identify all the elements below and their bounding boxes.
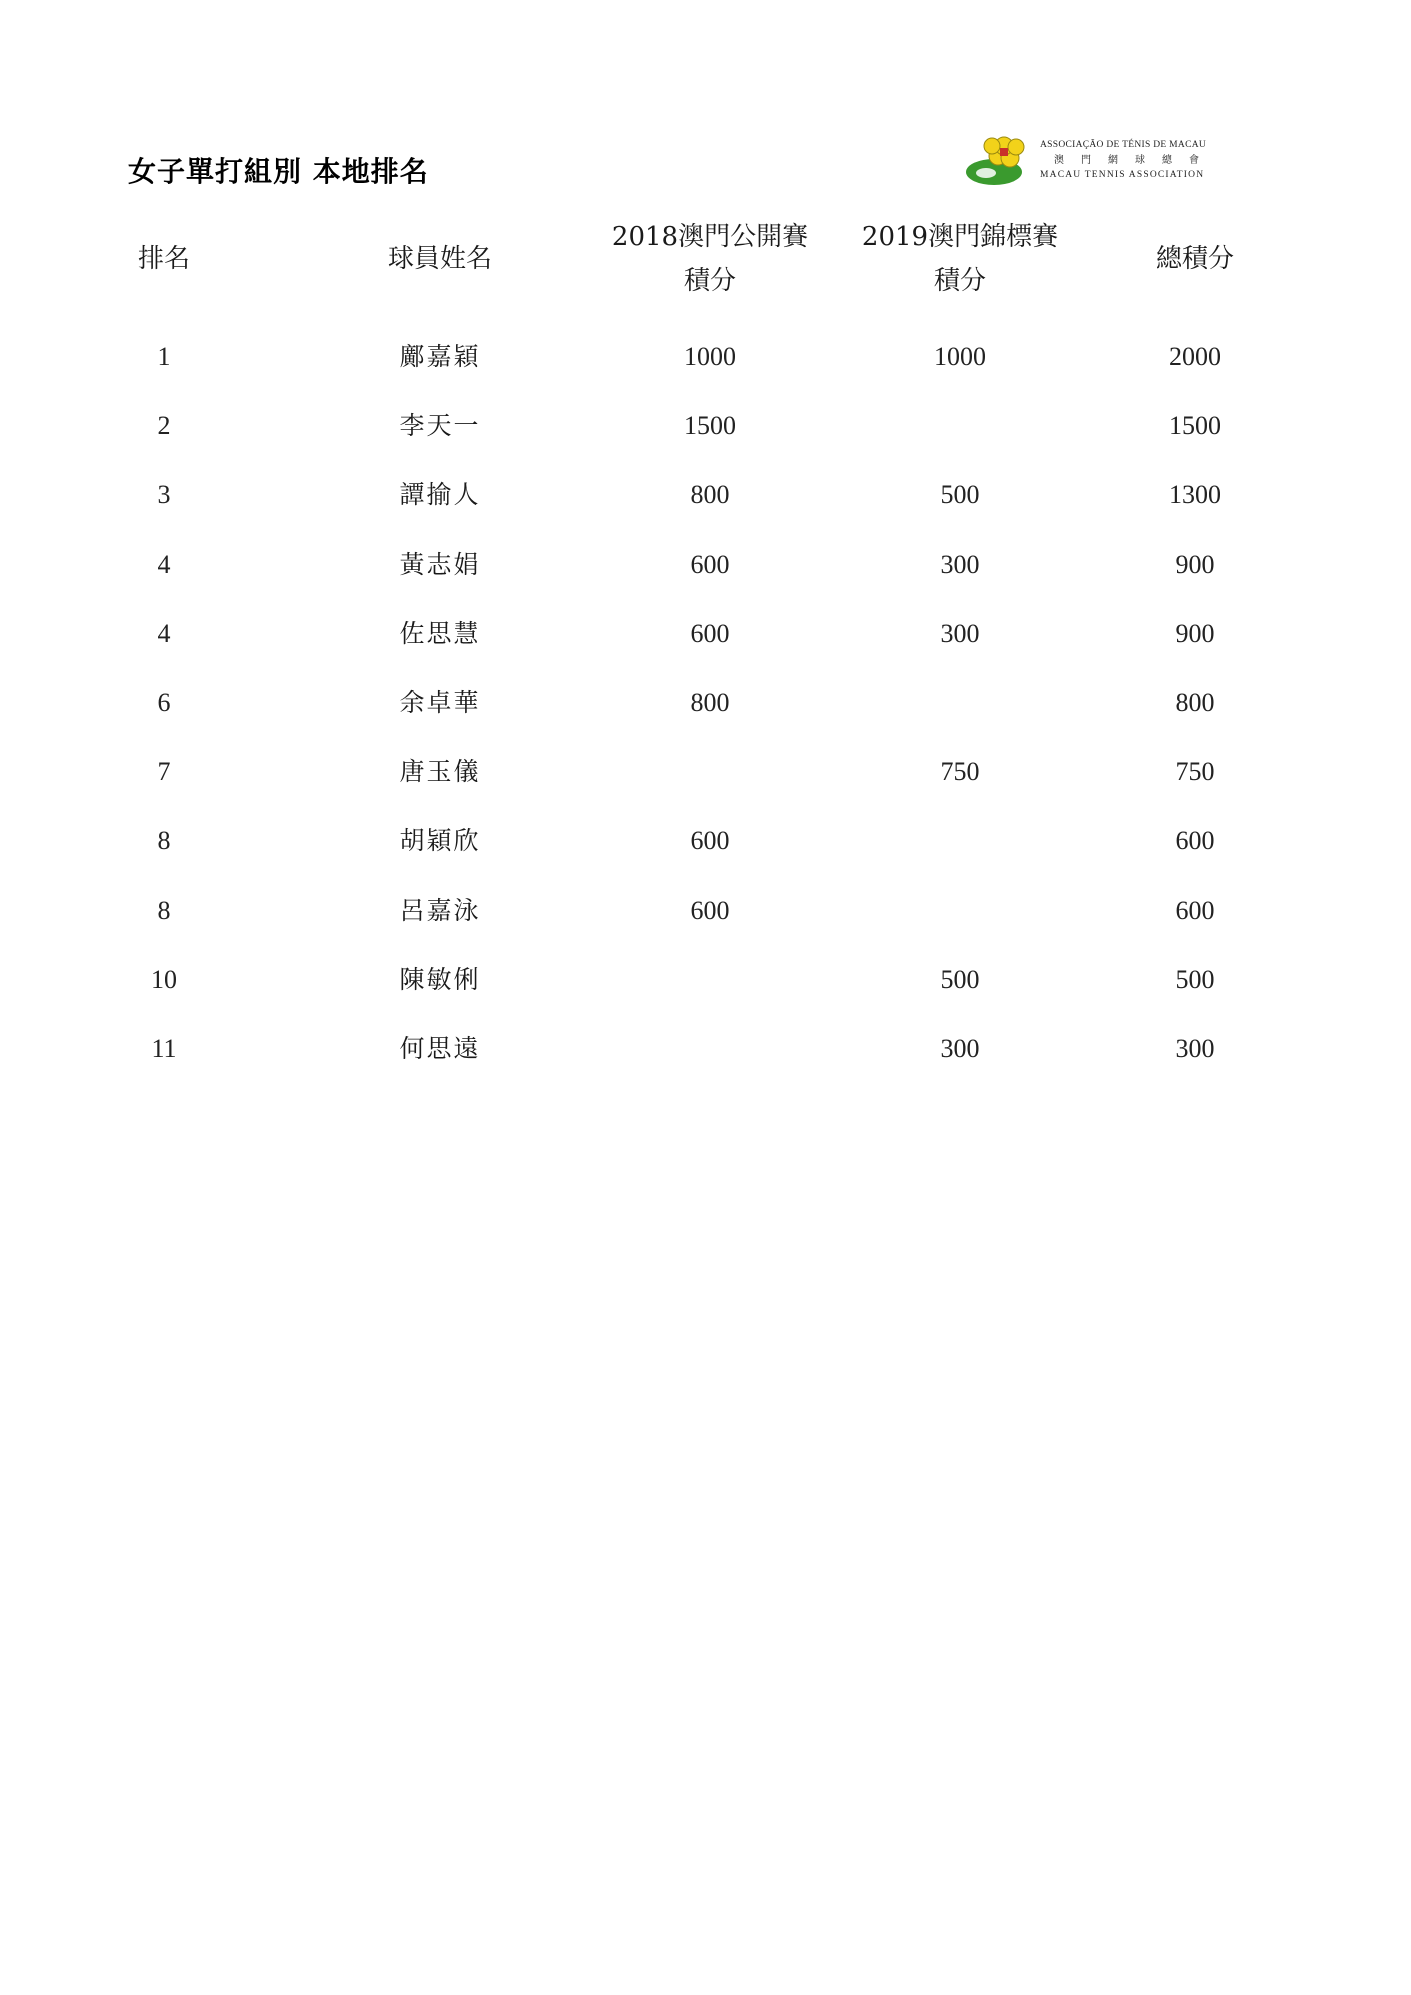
rank-cell: 1 [157, 342, 171, 371]
player-name-cell: 呂嘉泳 [399, 895, 481, 925]
open-points-cell: 800 [690, 688, 730, 717]
logo-text-portuguese: ASSOCIAÇÃO DE TÉNIS DE MACAU [1040, 140, 1207, 150]
total-points-cell: 1500 [1169, 411, 1221, 441]
table-row [100, 545, 1260, 614]
table-row [100, 821, 1260, 890]
champ-points-cell: 500 [940, 480, 980, 510]
champ-points-cell: 500 [940, 964, 980, 994]
player-name-cell: 唐玉儀 [399, 757, 481, 787]
rank-cell: 8 [157, 895, 171, 925]
player-name-cell: 鄺嘉穎 [399, 342, 481, 371]
player-name-cell: 黃志娟 [399, 549, 481, 579]
header-champ-points: 積分 [933, 266, 986, 296]
rank-cell: 6 [157, 688, 171, 717]
open-points-cell: 1000 [684, 342, 736, 371]
player-name-cell: 何思遠 [399, 1034, 481, 1063]
player-name-cell: 李天一 [399, 411, 481, 441]
table-row [100, 406, 1260, 475]
player-name-cell: 余卓華 [399, 688, 481, 717]
open-points-cell: 800 [690, 480, 730, 510]
header-open-points: 積分 [683, 266, 736, 296]
player-name-cell: 陳敏俐 [399, 964, 481, 994]
header-champ [855, 215, 1065, 303]
open-points-cell: 600 [690, 895, 730, 925]
page-title: 女子單打組別 本地排名 [128, 155, 429, 188]
rank-cell: 10 [151, 964, 177, 994]
champ-points-cell: 300 [940, 549, 980, 579]
header-open-title: 2018澳門公開賽 [611, 222, 809, 252]
champ-points-cell: 1000 [934, 342, 986, 371]
header-name: 球員姓名 [387, 244, 492, 274]
total-points-cell: 800 [1175, 688, 1215, 717]
rank-cell: 11 [151, 1034, 177, 1063]
total-points-cell: 500 [1175, 964, 1215, 994]
total-points-cell: 2000 [1169, 342, 1221, 371]
table-row [100, 683, 1260, 752]
logo-text-english: MACAU TENNIS ASSOCIATION [1040, 170, 1205, 180]
rank-cell: 8 [157, 826, 171, 856]
total-points-cell: 900 [1175, 618, 1215, 648]
champ-points-cell: 300 [940, 618, 980, 648]
table-row [100, 614, 1260, 683]
table-row [100, 752, 1260, 821]
table-row [100, 960, 1260, 1029]
total-points-cell: 1300 [1169, 480, 1221, 510]
association-logo [964, 134, 1228, 188]
open-points-cell: 1500 [684, 411, 736, 441]
open-points-cell: 600 [690, 549, 730, 579]
rank-cell: 7 [157, 757, 171, 787]
logo-text-chinese: 澳門網球總會 [1054, 155, 1216, 166]
champ-points-cell: 300 [940, 1034, 980, 1063]
table-row [100, 475, 1260, 544]
header-champ-title: 2019澳門錦標賽 [861, 222, 1059, 252]
header-open [605, 215, 815, 303]
player-name-cell: 佐思慧 [399, 618, 481, 648]
header-total: 總積分 [1155, 244, 1234, 274]
table-row [100, 891, 1260, 960]
header-rank: 排名 [137, 244, 190, 274]
rank-cell: 4 [157, 618, 171, 648]
total-points-cell: 750 [1175, 757, 1215, 787]
total-points-cell: 600 [1175, 826, 1215, 856]
total-points-cell: 300 [1175, 1034, 1215, 1063]
tennis-ball-logo-icon [964, 134, 1036, 188]
rank-cell: 3 [157, 480, 171, 510]
total-points-cell: 600 [1175, 895, 1215, 925]
table-row [100, 337, 1260, 406]
table-row [100, 1029, 1260, 1098]
rank-cell: 2 [157, 411, 171, 441]
player-name-cell: 譚揄人 [399, 480, 481, 510]
player-name-cell: 胡穎欣 [399, 826, 481, 856]
champ-points-cell: 750 [940, 757, 980, 787]
open-points-cell: 600 [690, 826, 730, 856]
rank-cell: 4 [157, 549, 171, 579]
open-points-cell: 600 [690, 618, 730, 648]
total-points-cell: 900 [1175, 549, 1215, 579]
